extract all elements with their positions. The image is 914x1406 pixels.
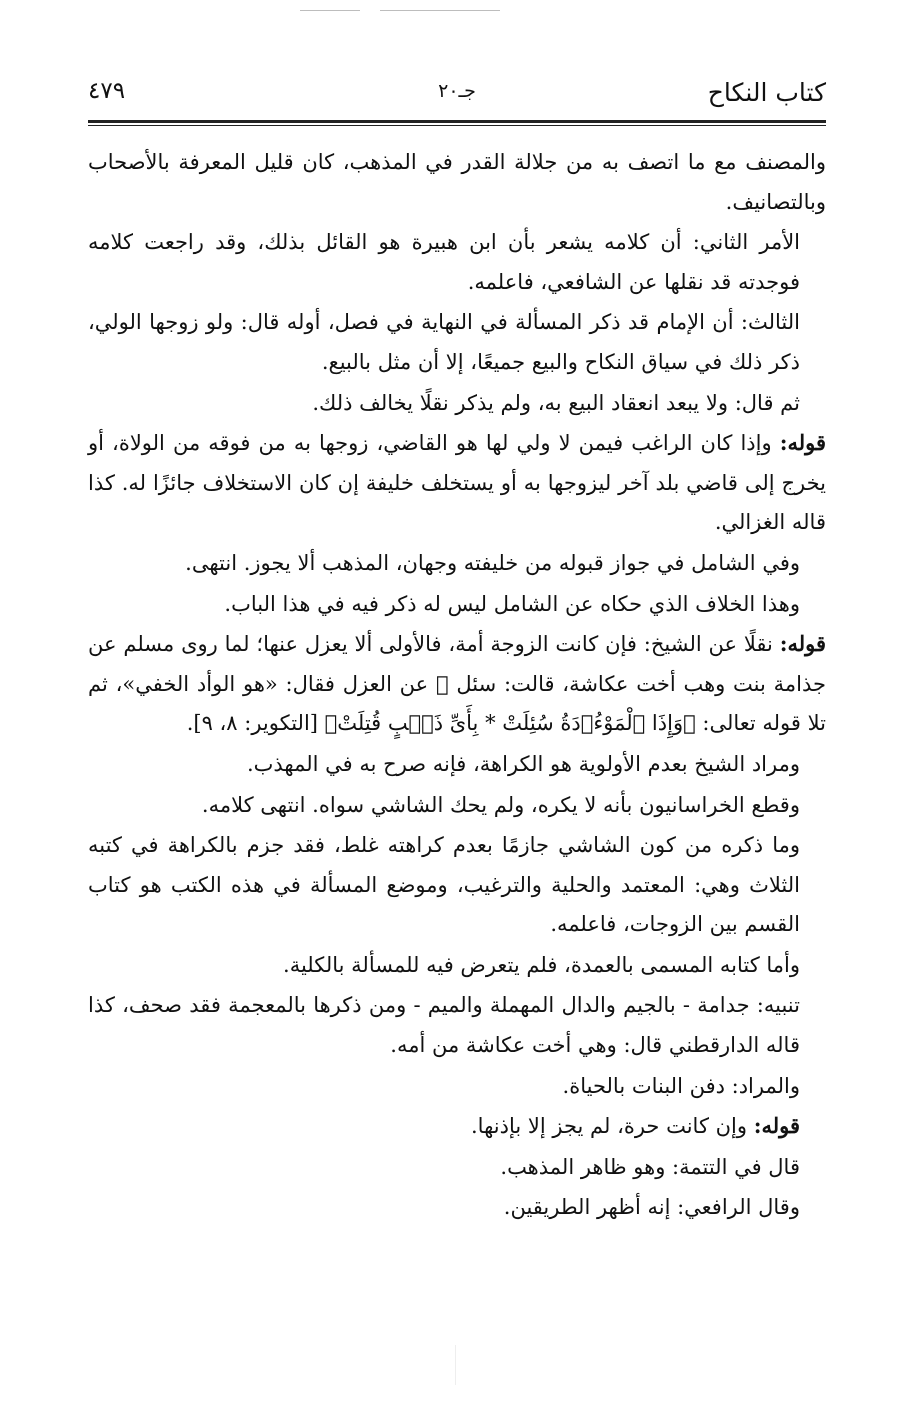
paragraph-text: وإن كانت حرة، لم يجز إلا بإذنها. [471,1114,754,1139]
paragraph-text: نقلًا عن الشيخ: فإن كانت الزوجة أمة، فالأولى ألا يعزل عنها؛ لما روى مسلم عن جذامة بنت وهب أخت عكاشة، قالت: سئل ﷺ عن العزل فقال: «هو الوأد الخفي»، ثم تلا قوله تعالى: ﴿وَإِذَا ٱلْمَوْءُۥدَةُ سُئِلَتْ * بِأَىِّ ذَنۢبٍ قُتِلَتْ﴾ [التكوير: ٨، ٩]. [88,632,826,736]
paragraph-text: وأما كتابه المسمى بالعمدة، فلم يتعرض فيه للمسألة بالكلية. [283,952,800,977]
paragraph-text: الثالث: أن الإمام قد ذكر المسألة في النهاية في فصل، أوله قال: ولو زوجها الولي، ذكر ذلك في سياق النكاح والبيع جميعًا، إلا أن مثل بالبيع. [88,310,800,374]
paragraph [88,543,826,584]
paragraph-text: وقال الرافعي: إنه أظهر الطريقين. [503,1195,800,1220]
paragraph [88,383,826,424]
page-header [88,78,826,118]
paragraph [88,985,826,1065]
paragraph-text: وفي الشامل في جواز قبوله من خليفته وجهان، المذهب ألا يجوز. انتهى. [185,550,800,575]
paragraph [88,584,826,625]
paragraph-text: والمصنف مع ما اتصف به من جلالة القدر في المذهب، كان قليل المعرفة بالأصحاب وبالتصانيف. [88,150,826,214]
paragraph [88,1147,826,1188]
paragraph [88,142,826,222]
paragraph [88,945,826,986]
paragraph-text: وما ذكره من كون الشاشي جازمًا بعدم كراهته غلط، فقد جزم بالكراهة في كتبه الثلاث وهي: المعتمد والحلية والترغيب، وموضع المسألة في هذه الكتب هو كتاب القسم بين الزوجات، فاعلمه. [88,833,800,937]
paragraph-text: وقطع الخراسانيون بأنه لا يكره، ولم يحك الشاشي سواه. انتهى كلامه. [201,792,800,817]
paragraph [88,825,826,945]
paragraph [88,785,826,826]
paragraph-text: الأمر الثاني: أن كلامه يشعر بأن ابن هبيرة هو القائل بذلك، وقد راجعت كلامه فوجدته قد نقلها عن الشافعي، فاعلمه. [88,230,800,294]
top-decorative-rule [300,10,360,11]
paragraph [88,1066,826,1107]
volume-label: جـ٢٠ [438,80,476,102]
page-body [88,142,826,1228]
paragraph-text: وهذا الخلاف الذي حكاه عن الشامل ليس له ذكر فيه في هذا الباب. [224,591,800,616]
paragraph-keyword: قوله: [753,1113,800,1139]
book-title: كتاب النكاح [707,78,826,107]
paragraph [88,1187,826,1228]
paragraph [88,222,826,302]
paragraph-keyword: قوله: [779,631,826,657]
paragraph-text: والمراد: دفن البنات بالحياة. [562,1073,800,1098]
paragraph [88,1106,826,1147]
header-divider [88,120,826,126]
paragraph [88,624,826,744]
paragraph-text: ثم قال: ولا يبعد انعقاد البيع به، ولم يذكر نقلًا يخالف ذلك. [312,390,800,415]
paragraph [88,423,826,543]
paragraph-text: قال في التتمة: وهو ظاهر المذهب. [500,1154,800,1179]
top-decorative-rule [380,10,500,11]
paragraph [88,302,826,382]
page-number: ٤٧٩ [88,78,126,104]
paragraph-keyword: قوله: [779,430,826,456]
paragraph [88,744,826,785]
paragraph-text: تنبيه: جدامة - بالجيم والدال المهملة والميم - ومن ذكرها بالمعجمة فقد صحف، كذا قاله الدارقطني قال: وهي أخت عكاشة من أمه. [88,993,800,1058]
scan-artifact-line [455,1345,456,1385]
paragraph-text: ومراد الشيخ بعدم الأولوية هو الكراهة، فإنه صرح به في المهذب. [246,751,800,776]
paragraph-text: وإذا كان الراغب فيمن لا ولي لها هو القاضي، زوجها به من فوقه من الولاة، أو يخرج إلى قاضي بلد آخر ليزوجها به أو يستخلف خليفة إن كان الاستخلاف جائزًا له. كذا قاله الغزالي. [88,431,826,535]
